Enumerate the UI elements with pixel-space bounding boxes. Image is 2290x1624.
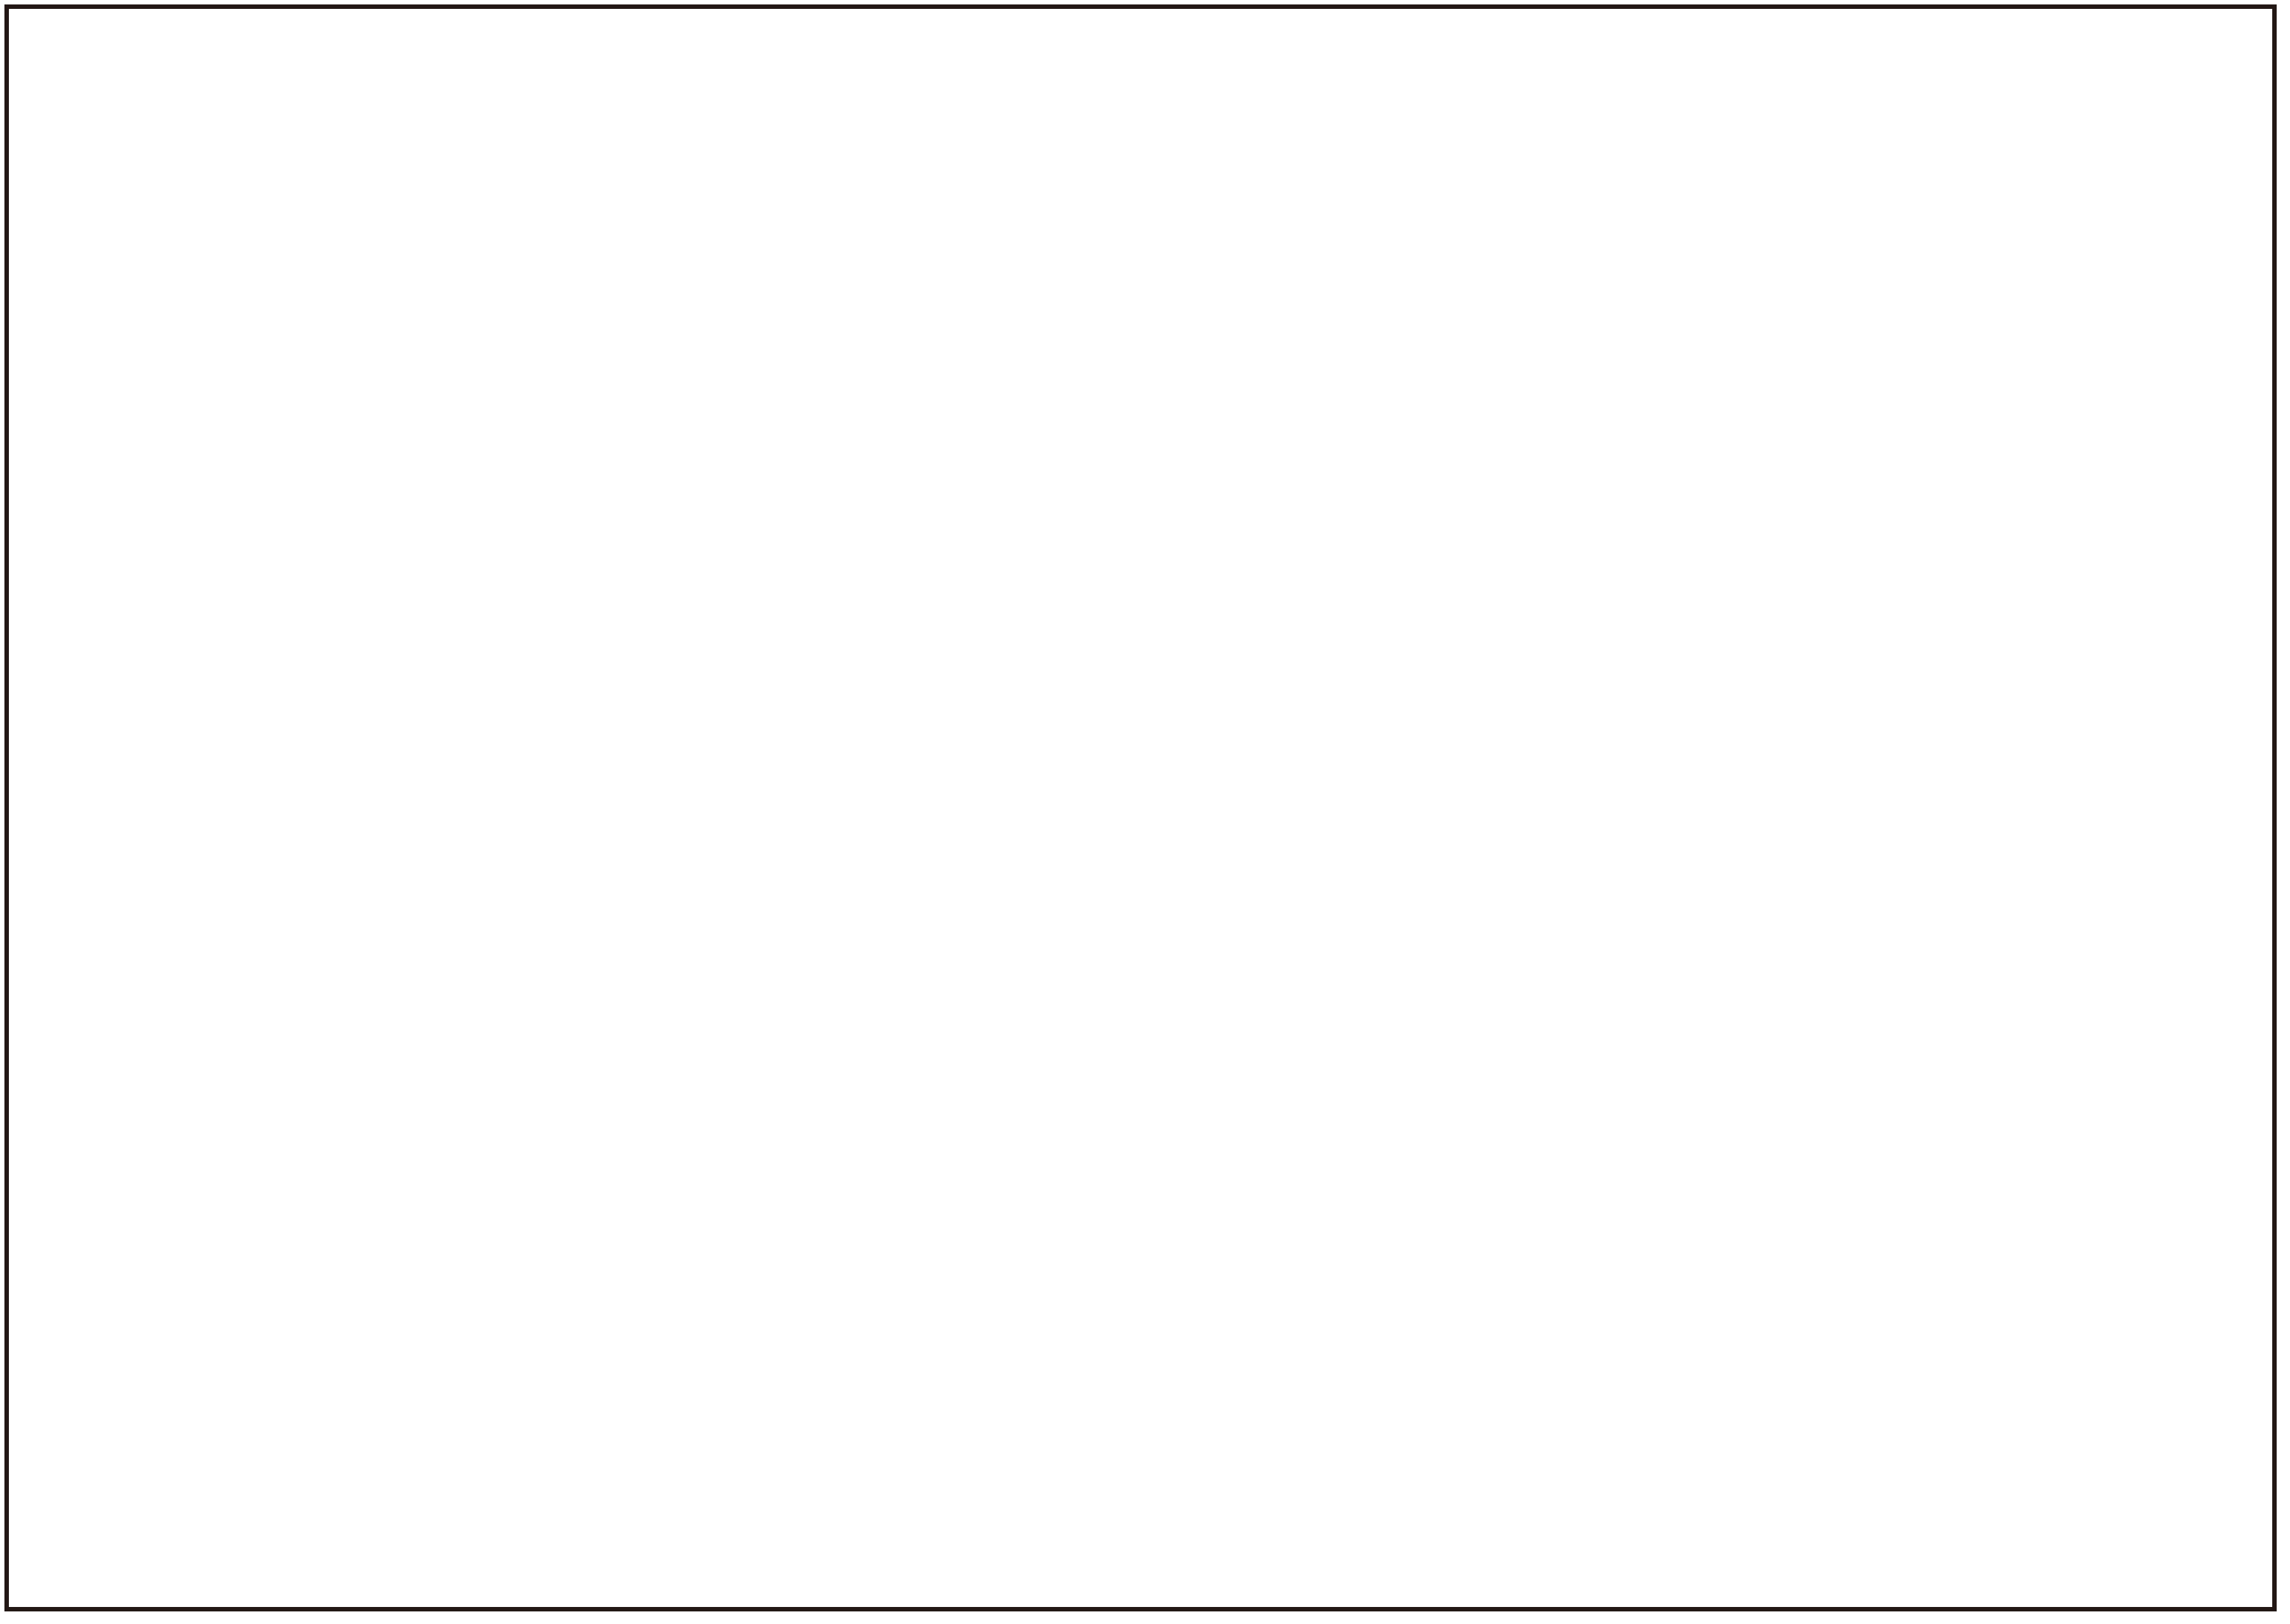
paragraph-gap [1964, 244, 2046, 1503]
body-text [268, 244, 2046, 1503]
paragraph-gap [1883, 244, 1964, 1503]
